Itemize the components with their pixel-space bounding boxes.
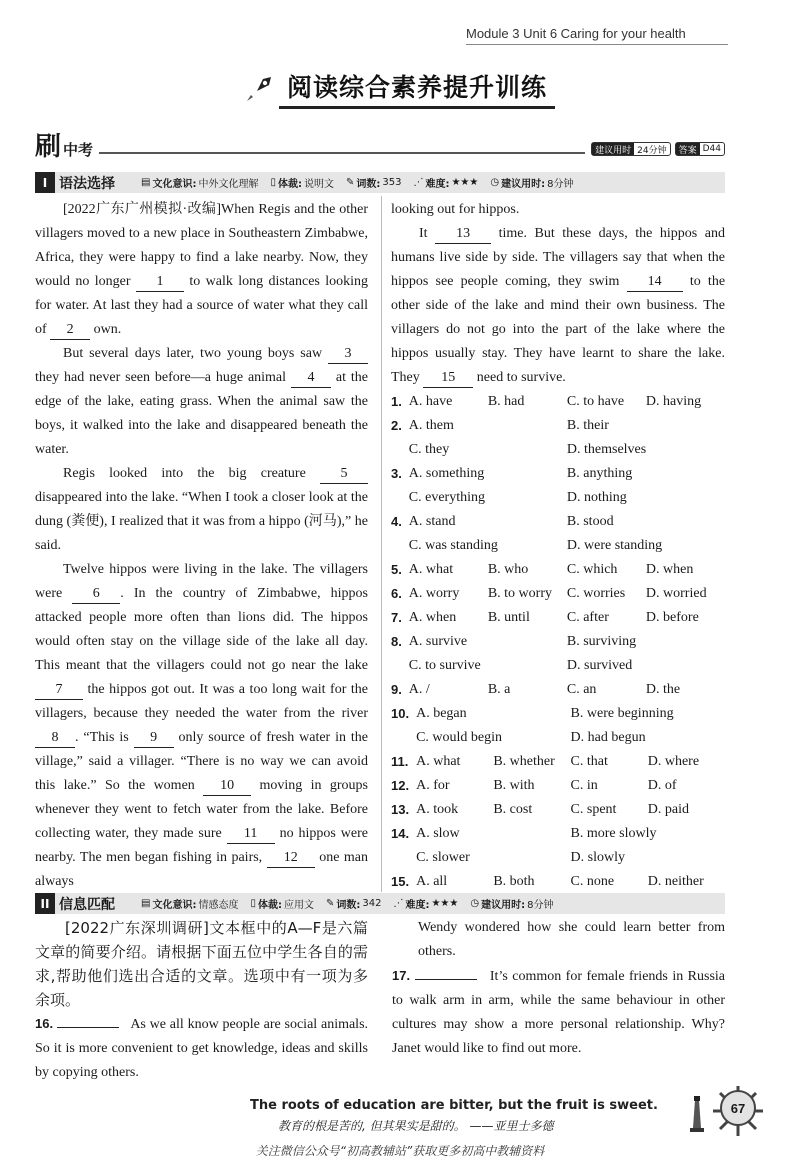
option-row (391, 678, 725, 702)
option-choice[interactable]: B. were beginning (570, 706, 674, 721)
column-divider (381, 196, 382, 892)
option-row (391, 822, 725, 846)
blank-6[interactable]: 6 (72, 585, 120, 604)
section-number: I (35, 172, 55, 193)
option-choice[interactable]: C. that (570, 754, 608, 769)
divider-line (99, 152, 585, 154)
blank-2[interactable]: 2 (50, 321, 90, 340)
answer-blank-16[interactable] (57, 1027, 119, 1028)
option-choice[interactable]: A. survive (408, 634, 468, 649)
book-icon: ▤ (141, 177, 151, 188)
option-choice[interactable]: B. more slowly (570, 826, 657, 841)
blank-13[interactable]: 13 (435, 225, 491, 244)
option-row (391, 558, 725, 582)
option-choice[interactable]: D. had begun (570, 730, 646, 745)
question-number (391, 438, 409, 462)
question-number: 9. (391, 682, 402, 697)
section-name: 信息匹配 (59, 896, 115, 913)
option-row (391, 510, 725, 534)
option-choice[interactable]: D. nothing (566, 490, 627, 505)
option-choice[interactable]: A. what (408, 562, 454, 577)
page-number: 67 (720, 1090, 756, 1126)
option-choice[interactable]: C. to have (566, 394, 625, 409)
options-list (391, 390, 725, 894)
lighthouse-icon (688, 1096, 706, 1132)
paragraph-2: But several days later, two young boys saw 3 they had never seen before—a huge animal 4 at the edge of the lake, eating grass. When the animal saw the boys, it walked into the lake and disappeared beneath the water. (35, 346, 369, 457)
option-row (391, 798, 725, 822)
option-choice[interactable]: B. their (566, 418, 609, 433)
question-number: 13. (391, 802, 410, 817)
option-choice[interactable]: D. when (645, 562, 694, 577)
question-16-cont: Wendy wondered how she could learn better from others. 17. It’s common for female friends in Russia to walk arm in arm, while the same behaviour in other cultures may show a more personal relationship. Why? Janet would like to find out more. (418, 916, 725, 1061)
shua-label: 刷 (35, 132, 62, 162)
option-choice[interactable]: D. the (645, 682, 681, 697)
question-number: 15. (391, 874, 410, 889)
option-row (391, 606, 725, 630)
question-number (391, 534, 409, 558)
blank-15[interactable]: 15 (423, 369, 473, 388)
blank-7[interactable]: 7 (35, 681, 83, 700)
page-title: 阅读综合素养提升训练 (279, 68, 555, 109)
option-row (391, 582, 725, 606)
option-choice[interactable]: B. until (487, 610, 530, 625)
question-number: 14. (391, 826, 410, 841)
option-choice[interactable]: A. stand (408, 514, 456, 529)
answer-blank-17[interactable] (415, 979, 477, 980)
option-choice[interactable]: B. whether (493, 754, 555, 769)
option-choice[interactable]: C. was standing (408, 538, 498, 553)
question-number: 12. (391, 778, 410, 793)
question-number: 6. (391, 586, 402, 601)
option-choice[interactable]: B. with (493, 778, 535, 793)
option-choice[interactable]: A. slow (416, 826, 460, 841)
option-choice[interactable]: A. when (408, 610, 457, 625)
option-choice[interactable]: B. who (487, 562, 529, 577)
option-row (391, 870, 725, 894)
option-row (391, 438, 725, 462)
option-choice[interactable]: C. spent (570, 802, 617, 817)
option-choice[interactable]: C. in (570, 778, 598, 793)
option-choice[interactable]: C. an (566, 682, 597, 697)
option-choice[interactable]: B. had (487, 394, 525, 409)
passage-right-column (391, 198, 725, 390)
paragraph-4: Twelve hippos were living in the lake. The villagers were 6 . In the country of Zimbabwe, hippos attacked people more often than lions did. The hippos would often stay on the village side of the lake all day. This meant that the villagers could not go near the lake 7 the hippos got out. It was a too long wait for the villagers, because they needed the water from the river 8 . “This is 9 only source of fresh water in the village,” said a villager. “There is no way we can avoid this lake.” So the women 10 moving in groups whenever they went to fetch water from the lake. Before collecting water, they made sure 11 no hippos were nearby. The men began fishing in pairs, 12 one man always (35, 562, 369, 889)
blank-8[interactable]: 8 (35, 729, 75, 748)
clock-icon: ◷ (490, 177, 500, 188)
document-icon: ▯ (270, 177, 276, 188)
option-choice[interactable]: B. a (487, 682, 511, 697)
chart-icon: ⋰ (413, 177, 424, 188)
suggested-time-pill: 建议用时 24分钟 (591, 142, 670, 156)
rocket-icon (245, 73, 275, 103)
option-choice[interactable]: A. them (408, 418, 454, 433)
option-choice[interactable]: D. neither (647, 874, 704, 889)
option-choice[interactable]: B. to worry (487, 586, 552, 601)
option-row (391, 462, 725, 486)
option-row (391, 846, 725, 870)
running-head: Module 3 Unit 6 Caring for your health (466, 26, 728, 45)
option-choice[interactable]: D. worried (645, 586, 707, 601)
blank-1[interactable]: 1 (136, 273, 184, 292)
option-choice[interactable]: D. paid (647, 802, 689, 817)
option-choice[interactable]: A. all (416, 874, 448, 889)
paragraph-5: It 13 time. But these days, the hippos and humans live side by side. The villagers say that when the hippos see people coming, they swim 14 to the other side of the lake and mind their own business. The villagers do not go into the part of the lake where the hippos usually stay. They have learnt to share the lake. They 15 need to survive. (391, 222, 725, 390)
option-choice[interactable]: C. everything (408, 490, 485, 505)
section-number: II (35, 893, 55, 914)
option-choice[interactable]: D. of (647, 778, 677, 793)
option-choice[interactable]: C. worries (566, 586, 626, 601)
question-number: 2. (391, 418, 402, 433)
option-choice[interactable]: D. were standing (566, 538, 663, 553)
option-choice[interactable]: A. something (408, 466, 485, 481)
option-choice[interactable]: A. took (416, 802, 459, 817)
option-row (391, 702, 725, 726)
quote-english: The roots of education are bitter, but the fruit is sweet. (250, 1098, 658, 1113)
question-number: 8. (391, 634, 402, 649)
option-choice[interactable]: C. to survive (408, 658, 481, 673)
document-icon: ▯ (250, 898, 256, 909)
book-icon: ▤ (141, 898, 151, 909)
option-row (391, 774, 725, 798)
option-row (391, 654, 725, 678)
question-number (391, 486, 409, 510)
option-row (391, 390, 725, 414)
chart-icon: ⋰ (393, 898, 404, 909)
option-choice[interactable]: C. they (408, 442, 450, 457)
section-name: 语法选择 (59, 175, 115, 192)
option-choice[interactable]: A. have (408, 394, 453, 409)
pen-icon: ✎ (325, 898, 335, 909)
option-choice[interactable]: A. what (416, 754, 461, 769)
option-choice[interactable]: D. survived (566, 658, 633, 673)
option-choice[interactable]: C. after (566, 610, 609, 625)
option-row (391, 750, 725, 774)
option-choice[interactable]: B. cost (493, 802, 533, 817)
question-16: 16. As we all know people are social animals. So it is more convenient to get knowledge, ideas and skills by copying others. (35, 1016, 369, 1080)
option-choice[interactable]: C. would begin (416, 730, 503, 745)
option-row (391, 630, 725, 654)
blank-3[interactable]: 3 (328, 345, 368, 364)
option-choice[interactable]: B. surviving (566, 634, 637, 649)
question-number: 3. (391, 466, 402, 481)
practice-header (35, 130, 725, 160)
matching-intro: [2022广东深圳调研]文本框中的A—F是六篇文章的简要介绍。请根据下面五位中学生各自的需求,帮助他们选出合适的文章。选项中有一项为多余项。 (35, 919, 368, 1009)
blank-10[interactable]: 10 (203, 777, 251, 796)
option-choice[interactable]: D. themselves (566, 442, 647, 457)
pen-icon: ✎ (345, 177, 355, 188)
blank-5[interactable]: 5 (320, 465, 368, 484)
option-choice[interactable]: A. / (408, 682, 430, 697)
blank-12[interactable]: 12 (267, 849, 315, 868)
option-choice[interactable]: B. stood (566, 514, 614, 529)
question-number (391, 846, 416, 870)
quote-chinese: 教育的根是苦的, 但其果实是甜的。 ——亚里士多德 (278, 1119, 554, 1133)
question-number: 1. (391, 394, 402, 409)
paragraph-4-cont: looking out for hippos. (391, 202, 520, 217)
answer-pill: 答案 D44 (675, 142, 725, 156)
option-choice[interactable]: B. both (493, 874, 535, 889)
option-choice[interactable]: A. worry (408, 586, 460, 601)
paragraph-3: Regis looked into the big creature 5 disappeared into the lake. “When I took a closer look at the dung (粪便), I realized that it was from a hippo (河马),” he said. (35, 466, 368, 553)
option-row (391, 414, 725, 438)
clock-icon: ◷ (470, 898, 480, 909)
question-number: 5. (391, 562, 402, 577)
question-number: 11. (391, 754, 409, 769)
option-choice[interactable]: C. slower (416, 850, 470, 865)
option-choice[interactable]: D. having (645, 394, 702, 409)
option-choice[interactable]: D. before (645, 610, 699, 625)
blank-9[interactable]: 9 (134, 729, 174, 748)
option-row (391, 486, 725, 510)
title-area (0, 66, 800, 110)
question-number: 7. (391, 610, 402, 625)
option-choice[interactable]: D. slowly (570, 850, 625, 865)
blank-4[interactable]: 4 (291, 369, 331, 388)
question-number: 10. (391, 706, 410, 721)
passage-left-column (35, 198, 368, 894)
option-row (391, 534, 725, 558)
option-choice[interactable]: A. for (416, 778, 450, 793)
bottom-note: 关注微信公众号“初高教辅站”获取更多初高中教辅资料 (255, 1144, 545, 1158)
blank-11[interactable]: 11 (227, 825, 275, 844)
option-choice[interactable]: C. which (566, 562, 618, 577)
option-choice[interactable]: C. none (570, 874, 615, 889)
question-17: 17. It’s common for female friends in Russia to walk arm in arm, while the same behaviour in other cultures may show a more personal relationship. Why? Janet would like to find out more. (392, 968, 725, 1056)
exam-label: 中考 (63, 141, 94, 159)
option-choice[interactable]: B. anything (566, 466, 633, 481)
option-choice[interactable]: A. began (416, 706, 467, 721)
question-number (391, 654, 409, 678)
question-number (391, 726, 416, 750)
blank-14[interactable]: 14 (627, 273, 683, 292)
option-row (391, 726, 725, 750)
option-choice[interactable]: D. where (647, 754, 700, 769)
paragraph-1: [2022广东广州模拟·改编]When Regis and the other villagers moved to a new place in Southeastern Zimbabwe, Africa, they were happy to find a lake nearby. Now, they would no longer 1 to walk long distances looking for water. At last they had a source of water what they call of 2 own. (35, 198, 368, 342)
question-number: 4. (391, 514, 402, 529)
section-1-bar: I 语法选择 ▤ 文化意识: 中外文化理解 ▯ 体裁: 说明文 ✎ 词数: 353 ⋰ 难度: ★★★ ◷ 建议用时: 8分钟 (35, 172, 725, 193)
section-2-bar: II 信息匹配 ▤ 文化意识: 情感态度 ▯ 体裁: 应用文 ✎ 词数: 342 ⋰ 难度: ★★★ ◷ 建议用时: 8分钟 (35, 893, 725, 914)
